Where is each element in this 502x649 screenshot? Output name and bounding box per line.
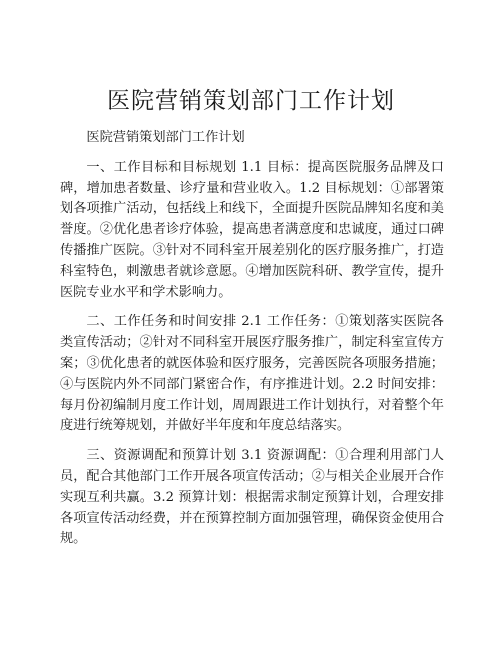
- section-tasks-paragraph: 二、工作任务和时间安排 2.1 工作任务：①策划落实医院各类宣传活动；②针对不同科室开展医疗服务推广，制定科室宣传方案；③优化患者的就医体验和医疗服务，完善医院各项服务措施；④与医院内外不同部门紧密合作，有序推进计划。2.2 时间安排：每月份初编制月度工作计划，周周跟进工作计划执行，对着整个年度进行统筹规划，并做好半年度和年度总结落实。: [60, 314, 444, 434]
- section-budget-paragraph: 三、资源调配和预算计划 3.1 资源调配：①合理利用部门人员，配合其他部门工作开展各项宣传活动；②与相关企业展开合作实现互利共赢。3.2 预算计划：根据需求制定预算计划，合理安排各项宣传活动经费，并在预算控制方面加强管理，确保资金使用合规。: [60, 448, 444, 547]
- document-body: [60, 128, 444, 550]
- document-subtitle: 医院营销策划部门工作计划: [86, 130, 245, 145]
- section-goals-paragraph: 一、工作目标和目标规划 1.1 目标：提高医院服务品牌及口碑，增加患者数量、诊疗量和营业收入。1.2 目标规划：①部署策划各项推广活动，包括线上和线下，全面提升医院品牌知名度和美誉度。②优化患者诊疗体验，提高患者满意度和忠诚度，通过口碑传播推广医院。③针对不同科室开展差别化的医疗服务推广，打造科室特色，刺激患者就诊意愿。④增加医院科研、教学宣传，提升医院专业水平和学术影响力。: [60, 159, 444, 300]
- document-title: 医院营销策划部门工作计划: [107, 88, 395, 114]
